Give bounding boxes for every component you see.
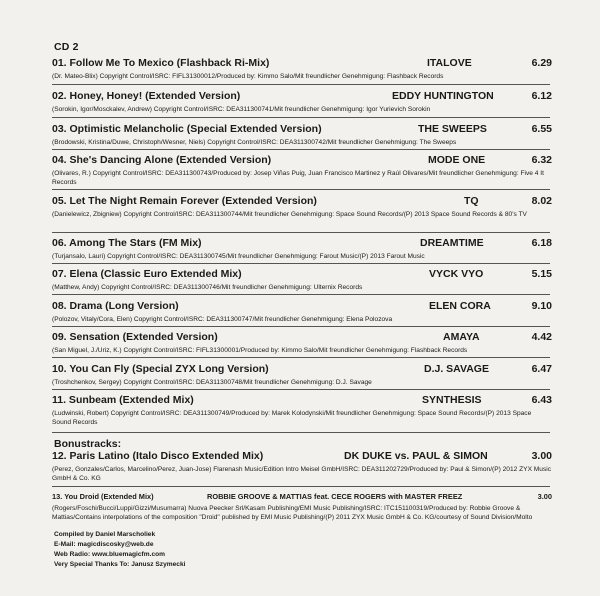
track-item [52,195,552,219]
track-credits: (Danielewicz, Zbigniew) Copyright Control/ISRC: DEA311300744/Mit freundlicher Genehmigung: Space Sound Records/(P) 2013 Space Sound Records & 80's TV [52,211,527,218]
track-credits: (Troshchenkov, Sergey) Copyright Control/ISRC: DEA311300748/Mit freundlicher Genehmigung: D.J. Savage [52,379,372,386]
track-time: 6.55 [531,123,552,135]
track-time: 5.15 [531,268,552,280]
divider [52,357,550,358]
track-title: 09. Sensation (Extended Version) [52,331,218,343]
divider [52,149,550,150]
track-artist: TQ [464,195,479,207]
track-item [52,123,552,147]
track-item [52,300,552,324]
track-credits: (Polozov, Vitaly/Cora, Elen) Copyright Control/ISRC: DEA311300747/Mit freundlicher Genehmigung: Elena Polozova [52,316,393,323]
track-artist: DK DUKE vs. PAUL & SIMON [344,450,488,462]
track-artist: VYCK VYO [429,268,484,280]
track-item [52,363,552,387]
track-time: 6.12 [531,90,552,102]
track-title: 12. Paris Latino (Italo Disco Extended Mix) [52,450,264,462]
track-artist: AMAYA [443,331,480,343]
track-title: 01. Follow Me To Mexico (Flashback Ri-Mix) [52,57,270,69]
divider [52,432,550,433]
track-title: 04. She's Dancing Alone (Extended Version) [52,154,272,166]
track-artist: DREAMTIME [420,237,484,249]
track-item [52,331,552,355]
track-time: 6.32 [531,154,552,166]
track-title: 07. Elena (Classic Euro Extended Mix) [52,268,242,280]
track-time: 6.29 [531,57,552,69]
divider [52,326,550,327]
track-item [52,154,552,187]
track-credits: (Ludwinski, Robert) Copyright Control/ISRC: DEA311300749/Produced by: Marek Kolodynski/Mit freundlicher Genehmigung: Space Sound Records/(P) 2013 Space Sound Records [52,410,532,426]
divider [52,263,550,264]
track-title: 06. Among The Stars (FM Mix) [52,237,202,249]
track-credits: (Sorokin, Igor/Mosckalev, Andrew) Copyright Control/ISRC: DEA311300741/Mit freundlicher Genehmigung: Igor Yurievich Sorokin [52,106,431,113]
track-title: 02. Honey, Honey! (Extended Version) [52,90,241,102]
bonus-track-item [52,492,552,522]
footer [54,530,185,570]
track-item [52,90,552,114]
track-credits: (San Miguel, J./Uriz, K.) Copyright Control/ISRC: FIFL31300001/Produced by: Kimmo Salo/Mit freundlicher Genehmigung: Flashback Records [52,347,468,354]
track-time: 6.18 [531,237,552,249]
track-title: 11. Sunbeam (Extended Mix) [52,394,194,406]
track-artist: MODE ONE [428,154,486,166]
track-artist: SYNTHESIS [422,394,482,406]
track-title: 10. You Can Fly (Special ZYX Long Version) [52,363,269,375]
track-artist: ELEN CORA [429,300,491,312]
track-artist: EDDY HUNTINGTON [392,90,494,102]
track-time: 3.00 [531,450,552,462]
track-credits: (Olivares, R.) Copyright Control/ISRC: DEA311300743/Produced by: Josep Viñas Puig, Juan Francisco Martinez y Raúl Olivares/Mit freundlicher Genehmigung: Five 4 It Records [52,170,544,186]
track-credits: (Dr. Mateo-Blix) Copyright Control/ISRC: FIFL31300012/Produced by: Kimmo Salo/Mit freundlicher Genehmigung: Flashback Records [52,73,444,80]
track-title: 13. You Droid (Extended Mix) [52,492,154,501]
track-item [52,57,552,81]
track-credits: (Turjansalo, Lauri) Copyright Control/ISRC: DEA311300745/Mit freundlicher Genehmigung: Farout Music/(P) 2013 Farout Music [52,253,425,260]
track-time: 6.47 [531,363,552,375]
compiled-by: Compiled by Daniel Marscholiek [54,531,156,538]
track-item [52,394,552,427]
email: E-Mail: magicdiscosky@web.de [54,541,154,548]
divider [52,389,550,390]
track-title: 08. Drama (Long Version) [52,300,179,312]
divider [52,294,550,295]
track-time: 9.10 [531,300,552,312]
track-credits: (Brodowski, Kristina/Duwe, Christoph/Wesner, Niels) Copyright Control/ISRC: DEA311300742/Mit freundlicher Genehmigung: The Sweeps [52,139,457,146]
track-artist: ROBBIE GROOVE & MATTIAS feat. CECE ROGERS with MASTER FREEZ [207,492,463,501]
divider [52,189,550,190]
track-title: 03. Optimistic Melancholic (Special Extended Version) [52,123,322,135]
track-artist: ITALOVE [427,57,472,69]
track-item [52,268,552,292]
track-artist: D.J. SAVAGE [424,363,489,375]
divider [52,232,550,233]
special-thanks: Very Special Thanks To: Janusz Szymecki [54,561,186,568]
track-credits: (Matthew, Andy) Copyright Control/ISRC: DEA311300746/Mit freundlicher Genehmigung: Ulternix Records [52,284,363,291]
divider [52,117,550,118]
bonus-track-item [52,450,552,483]
divider [52,486,550,487]
web-radio: Web Radio: www.bluemagicfm.com [54,551,166,558]
disc-label: CD 2 [54,41,79,53]
divider [52,84,550,85]
track-credits: (Rogers/Foschi/Bucci/Luppi/Gizzi/Musumarra) Nuova Peecker Srl/Kasam Publishing/EMI Music Publishing/ISRC: ITC151100319/Produced by: Robbie Groove & Mattias/Contains interpolations of the composition "Droid" published by EMI Music Publishing/(P) 2011 ZYX Music GmbH & Co. KG/courtesy of Sound Division/Molto [52,505,533,521]
track-item [52,237,552,261]
track-time: 3.00 [537,492,552,501]
track-artist: THE SWEEPS [418,123,487,135]
track-time: 4.42 [531,331,552,343]
track-title: 05. Let The Night Remain Forever (Extended Version) [52,195,317,207]
track-time: 8.02 [531,195,552,207]
bonus-heading: Bonustracks: [54,438,122,450]
track-credits: (Perez, Gonzales/Carlos, Marcelino/Perez, Juan-Jose) Flarenash Music/Edition Intro Meisel GmbH/ISRC: DEA311202729/Produced by: Paul & Simon/(P) 2012 ZYX Music GmbH & Co. KG [52,466,552,482]
track-time: 6.43 [531,394,552,406]
